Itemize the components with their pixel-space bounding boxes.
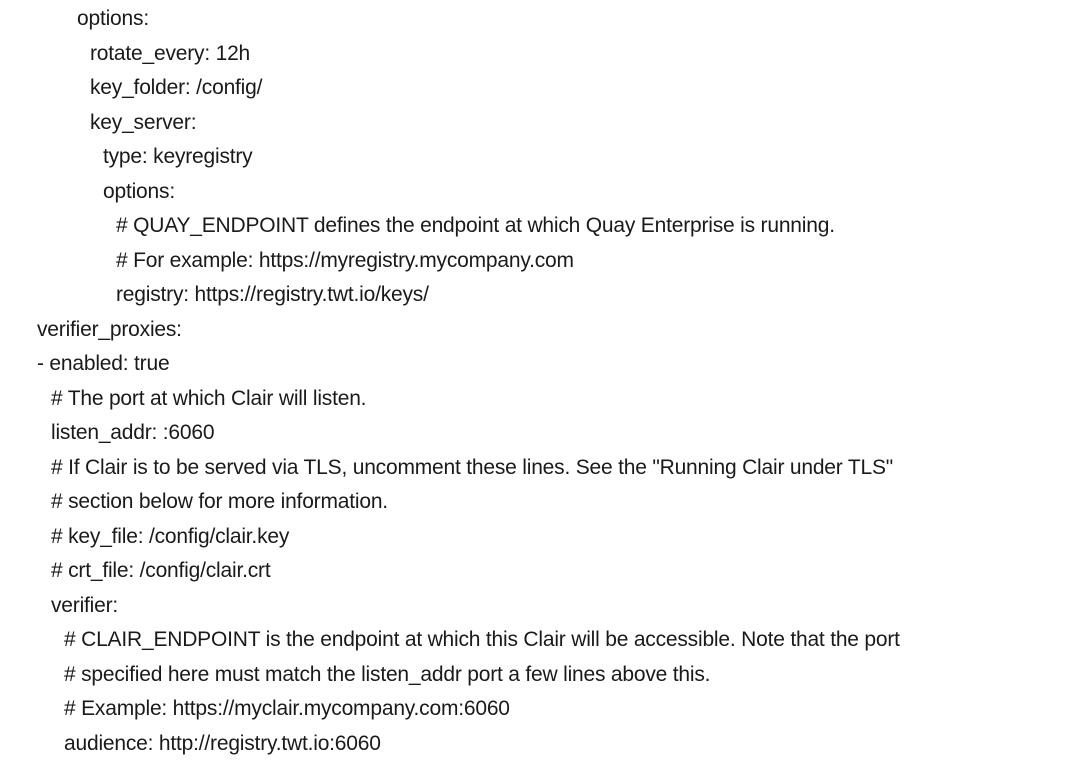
code-line: - enabled: true <box>0 347 1080 382</box>
code-line: options: <box>0 2 1080 37</box>
code-line: verifier: <box>0 589 1080 624</box>
code-line: options: <box>0 175 1080 210</box>
code-comment-line: # For example: https://myregistry.mycompany.com <box>0 244 1080 279</box>
code-line: verifier_proxies: <box>0 313 1080 348</box>
code-comment-line: # If Clair is to be served via TLS, uncomment these lines. See the "Running Clair under TLS" <box>0 451 1080 486</box>
code-comment-line: # The port at which Clair will listen. <box>0 382 1080 417</box>
code-comment-line: # Example: https://myclair.mycompany.com:6060 <box>0 692 1080 727</box>
code-line: key_folder: /config/ <box>0 71 1080 106</box>
code-comment-line: # specified here must match the listen_addr port a few lines above this. <box>0 658 1080 693</box>
code-comment-line: # CLAIR_ENDPOINT is the endpoint at which this Clair will be accessible. Note that the port <box>0 623 1080 658</box>
code-line: rotate_every: 12h <box>0 37 1080 72</box>
code-line: registry: https://registry.twt.io/keys/ <box>0 278 1080 313</box>
code-line: listen_addr: :6060 <box>0 416 1080 451</box>
code-comment-line: # section below for more information. <box>0 485 1080 520</box>
code-line: audience: http://registry.twt.io:6060 <box>0 727 1080 761</box>
code-listing <box>0 2 1080 761</box>
code-comment-line: # QUAY_ENDPOINT defines the endpoint at which Quay Enterprise is running. <box>0 209 1080 244</box>
code-comment-line: # key_file: /config/clair.key <box>0 520 1080 555</box>
code-line: key_server: <box>0 106 1080 141</box>
code-comment-line: # crt_file: /config/clair.crt <box>0 554 1080 589</box>
code-line: type: keyregistry <box>0 140 1080 175</box>
